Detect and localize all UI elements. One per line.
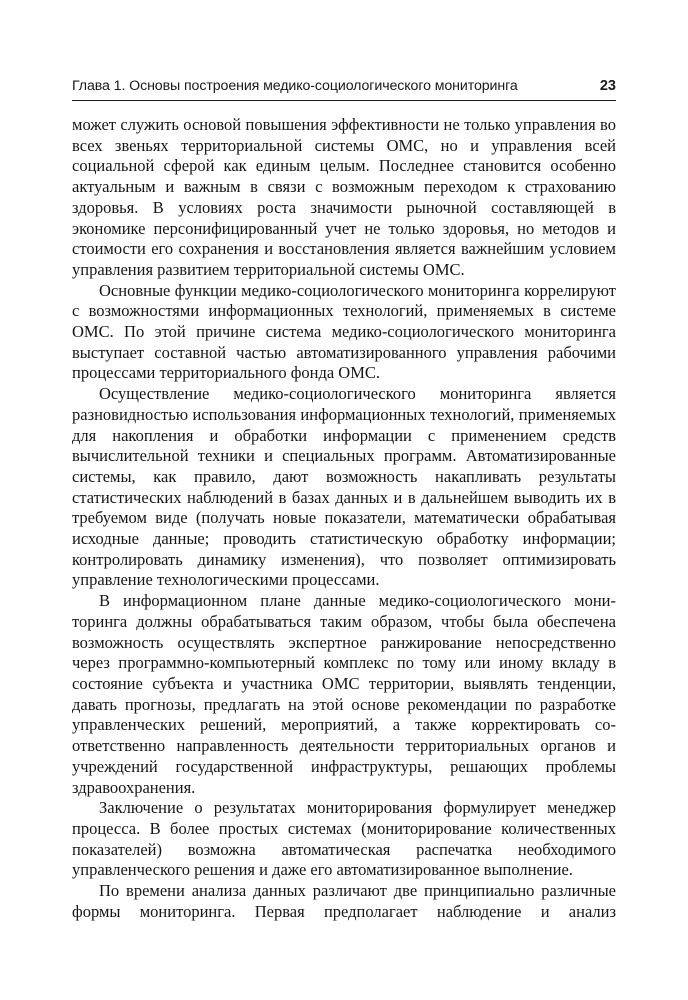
- paragraph: По времени анализа данных различают две принципиально различные формы мониторинга. Первая предполагает наблюдение и анализ: [72, 881, 616, 921]
- paragraph: Заключение о результатах мониторирования формулирует менеджер процесса. В более простых системах (мониторирование количественных показателей) возможна автоматическая распечатка необходимого управленческого решения и даже его автоматизированное выполнение.: [72, 798, 616, 880]
- paragraph: В информационном плане данные медико-социологического мониторинга должны обрабатываться таким образом, чтобы была обеспечена возможность осуществлять экспертное ранжирование непосредственно через программно-компьютерный комплекс по тому или иному вкладу в состояние субъекта и участника ОМС территории, выявлять тенденции, давать прогнозы, предлагать на этой основе рекомендации по разработке управленческих решений, мероприятий, а также корректировать соответственно направленность деятельности территориальных органов и учреждений государственной инфраструктуры, решающих проблемы здравоохранения.: [72, 591, 616, 797]
- running-header: [72, 78, 616, 101]
- page-number: 23: [599, 78, 616, 94]
- paragraph: может служить основой повышения эффективности не только управления во всех звеньях территориальной системы ОМС, но и управления всей социальной сферой как единым целым. Последнее становится особенно актуальным и важным в связи с возможным переходом к страхованию здоровья. В условиях роста значимости рыночной составляющей в экономике персонифицированный учет не только здоровья, но методов и стоимости его сохранения и восстановления является важнейшим условием управления развитием территориальной системы ОМС.: [72, 115, 616, 279]
- paragraph: Осуществление медико-социологического мониторинга является разновидностью использования информационных технологий, применяемых для накопления и обработки информации с применением средств вычислительной техники и специальных программ. Автоматизированные системы, как правило, дают возможность накапливать результаты статистических наблюдений в базах данных и в дальнейшем выводить их в требуемом виде (получать новые показатели, математически обрабатывая исходные данные; проводить статистическую обработку информации; контролировать динамику изменения), что позволяет оптимизировать управление технологическими процессами.: [72, 384, 616, 590]
- chapter-title: Глава 1. Основы построения медико-социологического мониторинга: [72, 78, 518, 94]
- body-text: [72, 115, 616, 922]
- paragraph: Основные функции медико-социологического мониторинга коррелируют с возможностями информационных технологий, применяемых в системе ОМС. По этой причине система медико-социологического мониторинга выступает составной частью автоматизированного управления рабочими процессами территориального фонда ОМС.: [72, 280, 616, 383]
